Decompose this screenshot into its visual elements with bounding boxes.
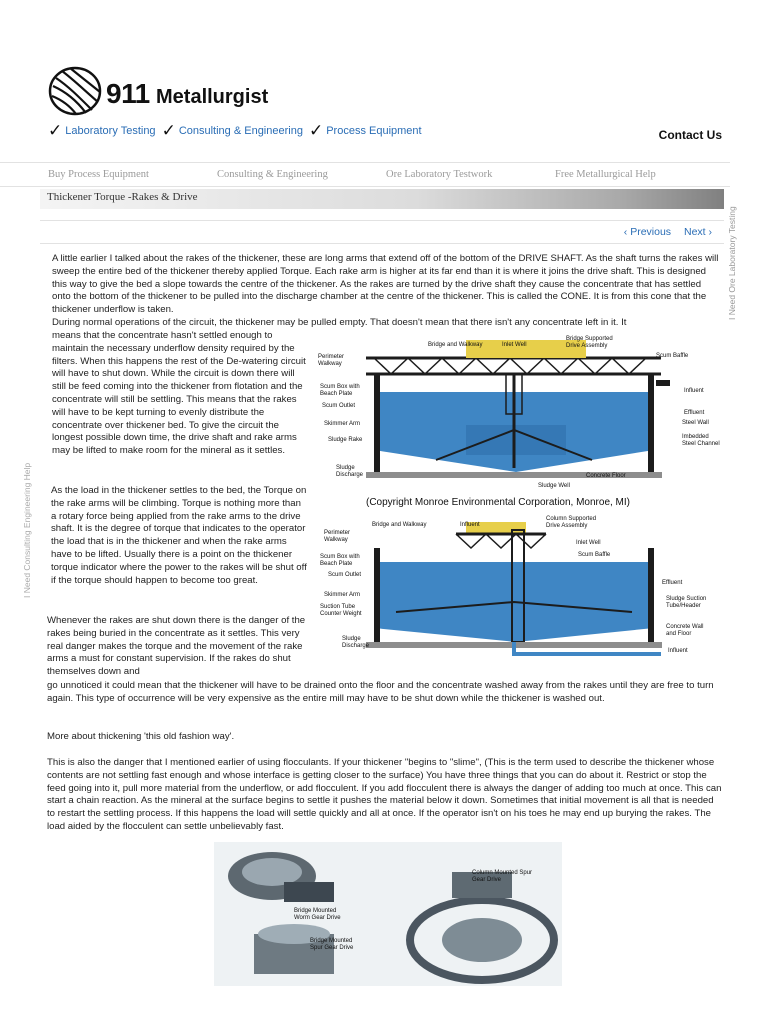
label-skimmer-arm-2: Skimmer Arm — [324, 592, 360, 598]
label-perimeter-walkway-2: Perimeter Walkway — [324, 530, 351, 543]
checkmark-icon: ✓ — [308, 121, 324, 140]
label-scum-outlet: Scum Outlet — [322, 403, 356, 409]
label-influent: Influent — [684, 388, 704, 394]
column-thickener-diagram — [316, 512, 726, 662]
label-scum-baffle: Scum Baffle — [656, 353, 689, 359]
main-menu — [48, 169, 728, 180]
copyright-note: (Copyright Monroe Environmental Corporation, Monroe, MI) — [366, 497, 630, 508]
logo-wordmark[interactable]: Metallurgist — [156, 86, 269, 108]
paragraph-shutdown: Whenever the rakes are shut down there is the danger of the rakes being buried in the concentrate as it settles. This very real danger makes the torque and the movement of the rake arms a must for constant supervision. If the rakes do shut themselves down and — [47, 615, 306, 678]
menu-divider — [0, 162, 730, 163]
label-bridge-walkway: Bridge and Walkway — [428, 342, 483, 348]
label-imbedded-channel: Imbedded Steel Channel — [682, 434, 720, 447]
label-inlet-well-2: Inlet Well — [576, 540, 601, 546]
pager — [614, 226, 712, 238]
side-tab-laboratory[interactable]: I Need Ore Laboratory Testing — [727, 206, 737, 320]
label-drive-assembly: Bridge Supported Drive Assembly — [566, 336, 613, 349]
paragraph-normal-ops: During normal operations of the circuit, the thickener may be pulled empty. That doesn't mean that there isn't any concentrate left in it. It — [52, 317, 627, 328]
contact-us-link[interactable]: Contact Us — [658, 128, 722, 142]
label-concrete-wall: Concrete Wall and Floor — [666, 624, 704, 637]
logo-number[interactable]: 911 — [106, 78, 150, 109]
label-sludge-rake: Sludge Rake — [328, 437, 363, 443]
label-spur-bridge-drive: Bridge Mounted Spur Gear Drive — [310, 938, 354, 951]
label-inlet-well: Inlet Well — [502, 342, 527, 348]
label-column-drive: Column Supported Drive Assembly — [546, 516, 597, 529]
checkmark-icon: ✓ — [48, 121, 63, 140]
label-scum-box-2: Scum Box with Beach Plate — [320, 554, 360, 567]
page-title: Thickener Torque -Rakes & Drive — [47, 191, 198, 203]
paragraph-normal-ops-wrap: means that the concentrate hasn't settled enough to maintain the necessary underflow density required by the filters. When this happens the rest of the De-watering circuit will have to shut down. While the circuit is down there will still be feed coming into the thickener from flotation and the concentrate will still be settling. This means that the rakes will have to be kept turning to evenly distribute the concentrate over thickener bed. To give the circuit the longest possible down time, the drive shaft and rake arms may be lifted to make room for the mineral as it settles. — [52, 330, 306, 457]
label-scum-outlet-2: Scum Outlet — [328, 572, 362, 578]
label-effluent: Effluent — [684, 410, 705, 416]
menu-divider — [0, 186, 730, 187]
menu-item-free-help[interactable]: Free Metallurgical Help — [555, 169, 656, 180]
bridge-thickener-diagram — [316, 330, 726, 490]
label-skimmer-arm: Skimmer Arm — [324, 421, 360, 427]
checkmark-icon: ✓ — [161, 121, 176, 140]
side-tab-consulting[interactable]: I Need Consulting Engineering Help — [22, 462, 32, 598]
label-spur-column-drive: Column Mounted Spur Gear Drive — [472, 870, 533, 883]
link-consulting-engineering[interactable]: Consulting & Engineering — [178, 125, 303, 137]
menu-item-laboratory[interactable]: Ore Laboratory Testwork — [386, 169, 493, 180]
label-worm-gear-drive: Bridge Mounted Worm Gear Drive — [294, 908, 341, 921]
label-sludge-discharge-2: Sludge Discharge — [342, 636, 370, 649]
label-influent-bottom: Influent — [668, 648, 688, 654]
globe-logo-icon[interactable] — [48, 66, 102, 116]
thickener-drives-illustration — [214, 842, 562, 986]
label-scum-baffle-2: Scum Baffle — [578, 552, 611, 558]
paragraph-rakes: A little earlier I talked about the rakes of the thickener, these are long arms that extend off of the bottom of the DRIVE SHAFT. As the shaft turns the rakes will sweep the entire bed of the thickener thereby applied Torque. Each rake arm is higher at its far end than it is where it joins the drive shaft. This is designed this way to give the bed a slope towards the centre of the thickener. As the rakes are turned by the drive shaft they cause the concentrate that has settled onto the bottom of the thickener to be pulled into the discharge chamber at the centre of the thickener. This is called the CONE. It is from this cone that the thickener underflow is taken. — [52, 253, 719, 316]
previous-link[interactable]: ‹ Previous — [623, 226, 672, 238]
pager-divider — [40, 243, 724, 244]
top-links — [48, 121, 428, 140]
paragraph-old-fashion: More about thickening 'this old fashion way'. — [47, 731, 235, 742]
menu-item-consulting[interactable]: Consulting & Engineering — [217, 169, 328, 180]
label-bridge-walkway-2: Bridge and Walkway — [372, 522, 427, 528]
paragraph-torque: As the load in the thickener settles to the bed, the Torque on the rake arms will be climbing. Torque is nothing more than a rotary force being applied from the rake arms to the drive shaft. It is the degree of torque that indicates to the operator the load that is in the thickener and when the rake arms have to be lifted. Usually there is a point on the thickener torque indicator where the power to the rakes will be shut off if the torque should happen to become too great. — [51, 485, 307, 586]
link-laboratory-testing[interactable]: Laboratory Testing — [65, 125, 156, 137]
label-influent-top: Influent — [460, 522, 480, 528]
title-divider — [40, 220, 724, 221]
paragraph-shutdown-cont: go unnoticed it could mean that the thickener will have to be drained onto the floor and the concentrate washed away from the rakes until they are free to turn again. This type of occurrence will be very expensive as the entire mill may have to be shut down while the thickener is washed out. — [47, 680, 714, 704]
label-scum-box: Scum Box with Beach Plate — [320, 384, 360, 397]
next-link[interactable]: Next › — [683, 226, 712, 238]
label-concrete-floor: Concrete Floor — [586, 473, 626, 479]
label-steel-wall: Steel Wall — [682, 420, 709, 426]
label-sludge-well: Sludge Well — [538, 483, 570, 489]
label-sludge-discharge: Sludge Discharge — [336, 465, 364, 478]
menu-item-buy-equipment[interactable]: Buy Process Equipment — [48, 169, 149, 180]
link-process-equipment[interactable]: Process Equipment — [326, 125, 422, 137]
label-effluent-2: Effluent — [662, 580, 683, 586]
paragraph-flocculants: This is also the danger that I mentioned earlier of using flocculants. If your thickener "begins to "slime", (This is the term used to describe the thickener whose contents are not settling fast enough and whose interface is getting closer to the surface) You have three things that you can do about it. Restrict or stop the feed going into it, pull more material from the underflow, or add flocculent. If you add flocculent there is always the danger of adding too much at once. This can start a chain reaction. As the mineral at the surface begins to settle it pushes the material below it down. Sometimes that initial movement is all that is needed to restart the settling process. If this happens the load will settle quickly and all at once. If the operator isn't on his toes he may end up burying the rakes. The load aided by the flocculent can settle unbelievably fast. — [47, 757, 722, 832]
label-perimeter-walkway: Perimeter Walkway — [318, 354, 345, 367]
label-suction-weight: Suction Tube Counter Weight — [320, 604, 362, 617]
label-suction-header: Sludge Suction Tube/Header — [666, 596, 707, 609]
